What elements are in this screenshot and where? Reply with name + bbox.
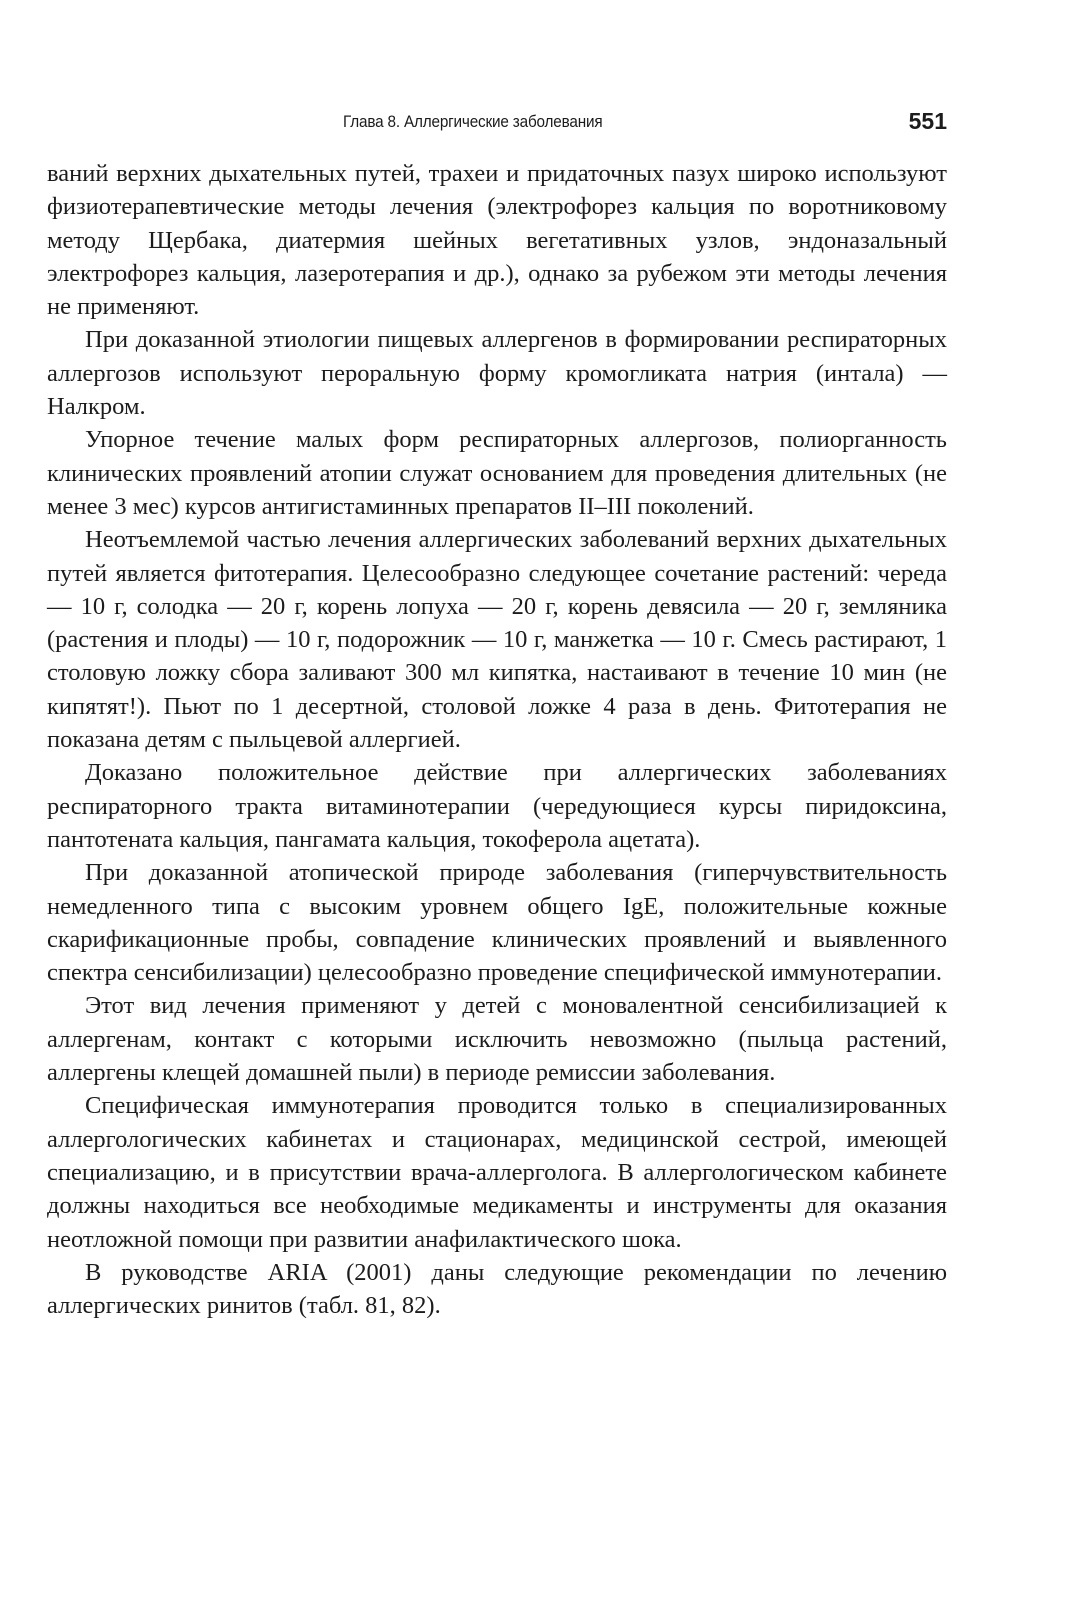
paragraph: Неотъемлемой частью лечения аллергических заболеваний верхних дыхательных путей является фитотерапия. Целесообразно следующее сочетание растений: череда — 10 г, солодка — 20 г, корень лопуха — 20 г, корень девясила — 20 г, земляника (растения и плоды) — 10 г, подорожник — 10 г, манжетка — 10 г. Смесь растирают, 1 столовую ложку сбора заливают 300 мл кипятка, настаивают в течение 10 мин (не кипятят!). Пьют по 1 десертной, столовой ложке 4 раза в день. Фитотерапия не показана детям с пыльцевой аллергией. [47, 526, 947, 754]
chapter-title: Глава 8. Аллергические заболевания [343, 112, 603, 131]
paragraph: В руководстве ARIA (2001) даны следующие рекомендации по лечению аллергических ринитов (табл. 81, 82). [47, 1258, 947, 1320]
paragraph: Упорное течение малых форм респираторных аллергозов, полиорганность клинических проявлений атопии служат основанием для проведения длительных (не менее 3 мес) курсов антигистаминных препаратов II–III поколений. [47, 426, 947, 520]
paragraph: Этот вид лечения применяют у детей с моновалентной сенсибилизацией к аллергенам, контакт с которыми исключить невозможно (пыльца растений, аллергены клещей домашней пыли) в периоде ремиссии заболевания. [47, 992, 947, 1087]
paragraph-continued: ваний верхних дыхательных путей, трахеи и придаточных пазух широко используют физиотерапевтические методы лечения (электрофорез кальция по воротниковому методу Щербака, диатермия шейных вегетативных узлов, эндоназальный электрофорез кальция, лазеротерапия и др.), однако за рубежом эти методы лечения не применяют. [47, 160, 947, 321]
paragraph: Доказано положительное действие при аллергических заболеваниях респираторного тракта витаминотерапии (чередующиеся курсы пиридоксина, пантотената кальция, пангамата кальция, токоферола ацетата). [47, 759, 947, 853]
paragraph: Специфическая иммунотерапия проводится только в специализированных аллергологических кабинетах и стационарах, медицинской сестрой, имеющей специализацию, и в присутствии врача-аллерголога. В аллергологическом кабинете должны находиться все необходимые медикаменты и инструменты для оказания неотложной помощи при развитии анафилактического шока. [47, 1092, 947, 1253]
body-text [47, 157, 947, 1322]
running-header [47, 108, 947, 138]
page-number: 551 [908, 108, 947, 134]
paragraph: При доказанной атопической природе заболевания (гиперчувствительность немедленного типа с высоким уровнем общего IgE, положительные кожные скарификационные пробы, совпадение клинических проявлений и выявленного спектра сенсибилизации) целесообразно проведение специфической иммунотерапии. [47, 859, 947, 987]
paragraph: При доказанной этиологии пищевых аллергенов в формировании респираторных аллергозов используют пероральную форму кромогликата натрия (интала) — Налкром. [47, 326, 947, 421]
